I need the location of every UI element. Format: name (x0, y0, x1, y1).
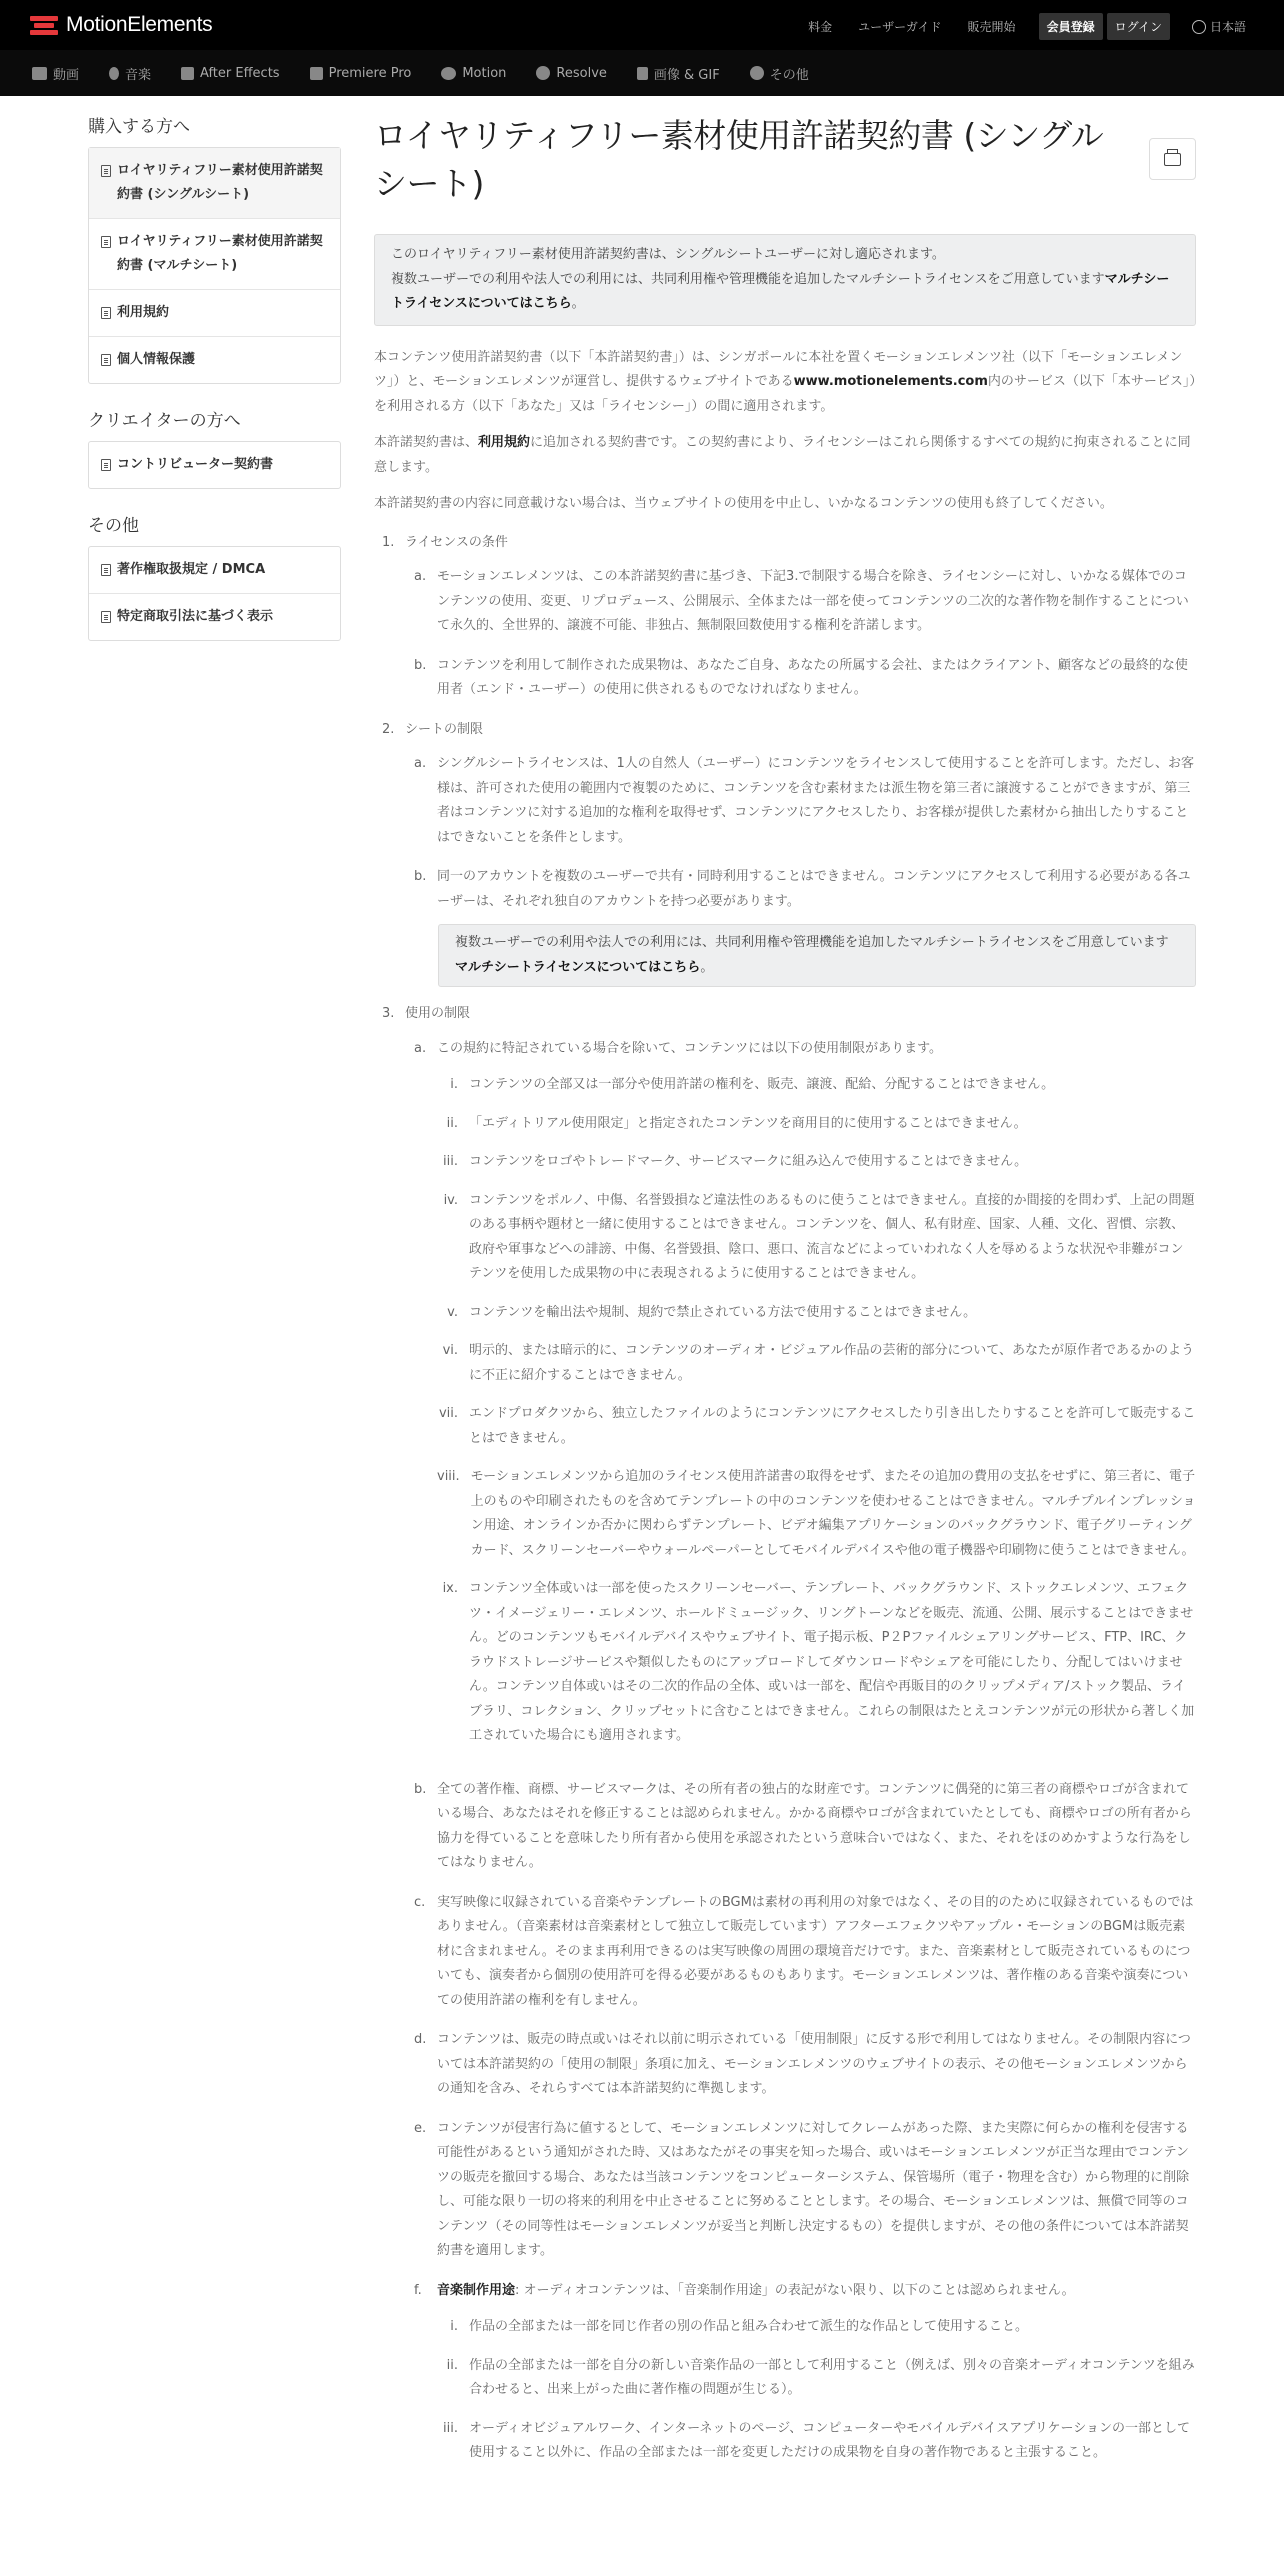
after-effects-icon (181, 67, 194, 80)
intro-paragraph-2: 本許諾契約書は、利用規約に追加される契約書です。この契約書により、ライセンシーはこれら関係するすべての規約に拘束されることに同意します。 (374, 435, 1191, 475)
sidebar-group-other (88, 546, 341, 641)
language-selector[interactable] (1192, 18, 1246, 35)
restriction-item (437, 1577, 1196, 1749)
main-content (374, 112, 1196, 2495)
category-image-gif[interactable]: 画像 & GIF (637, 64, 720, 83)
premiere-pro-icon (310, 67, 323, 80)
clause-list (374, 531, 1196, 2480)
item-marker: vi. (442, 1343, 458, 1358)
category-video[interactable]: 動画 (32, 64, 79, 83)
print-button[interactable] (1149, 138, 1196, 180)
clause-3a-items (437, 1073, 1196, 1749)
clause-3b: b. 全ての著作権、商標、サービスマークは、その所有者の独占的な財産です。コンテンツに偶発的に第三者の商標やロゴが含まれている場合、あなたはそれを修正することは認められません。かかる商標やロゴが含まれていたとしても、商標やロゴの所有者から協力を得ていることを意味したり所有者から使用を承認されたという意味合いではなく、また、それをほのめかすような行為をしてはなりません。 (414, 1781, 1192, 1870)
category-other[interactable]: その他 (750, 64, 809, 83)
clause-2-title: シートの制限 (405, 721, 484, 737)
clause-3f: f. 音楽制作用途: オーディオコンテンツは、「音楽制作用途」の表記がない限り、以下のことは認められません。 i. 作品の全部または一部を同じ作者の別の作品と組み合わせて派生的な作品として使用すること。 ii. 作品の全部または一部を自分の新しい音楽作品の一部として利用すること（例えば、別々の音楽オーディオコンテンツを組み合わせると、出来上がった曲に著作権の問題が生じる）。 iii. オーディオビジュアルワーク、インターネットのページ、コンピューターやモバイルデバイスアプリケーションの一部として使用すること以外に、作品の全部または一部を変更しただけの成果物を自身の著作物であると主張すること。 (414, 2279, 1196, 2480)
logo-mark-icon (30, 14, 58, 36)
item-text: コンテンツ全体或いは一部を使ったスクリーンセーバー、テンプレート、バックグラウンド、ストックエレメンツ、エフェクツ・イメージェリー・エレメンツ、ホールドミュージック、リングトーンなどを販売、流通、公開、展示することはできません。どのコンテンツもモバイルデバイスやウェブサイト、電子掲示板、P２Pファイルシェアリングサービス、FTP、IRC、クラウドストレージサービスや類似したものにアップロードしてダウンロードやシェアを可能にしたり、分配してはいけません。コンテンツ自体或いはその二次的作品の全体、或いは一部を、配信や再販目的のクリップメディア/ストック製品、ライブラリ、コレクション、クリップセットに含むことはできません。これらの制限はたとえコンテンツが元の形状から著しく加工されていた場合にも適用されます。 (469, 1581, 1195, 1743)
item-marker: iv. (443, 1192, 458, 1208)
sidebar-heading-buyers: 購入する方へ (88, 117, 190, 137)
login-button[interactable]: ログイン (1107, 13, 1170, 40)
logo-text: MotionElements (66, 13, 213, 36)
item-text: コンテンツをロゴやトレードマーク、サービスマークに組み込んで使用することはできません。 (469, 1154, 1028, 1169)
restriction-item (437, 1301, 1196, 1326)
terms-link[interactable]: 利用規約 (478, 435, 531, 450)
sidebar (88, 112, 341, 663)
site-url: www.motionelements.com (793, 374, 988, 389)
sidebar-item-commercial-law[interactable]: 特定商取引法に基づく表示 (89, 593, 340, 640)
clause-2: 2. シートの制限 a. シングルシートライセンスは、1人の自然人（ユーザー）にコンテンツをライセンスして使用することを許可します。ただし、お客様は、許可された使用の範囲内で複製のために、コンテンツを含む素材または派生物を第三者に譲渡することができますが、第三者はコンテンツに対する追加的な権利を取得せず、コンテンツにアクセスしたり、お客様が提供した素材から抽出したりすることはできないことを条件とします。 b. 同一のアカウントを複数のユーザーで共有・同時利用することはできません。コンテンツにアクセスして利用する必要がある各ユーザーは、それぞれ独自のアカウントを持つ必要があります。 複数ユーザーでの利用や法人での利用には、共同利用権や管理機能を追加したマルチシートライセンスをご用意していますマルチシートライセンスについてはこちら。 (374, 718, 1196, 988)
item-marker: iii. (443, 2420, 458, 2436)
item-text: オーディオビジュアルワーク、インターネットのページ、コンピューターやモバイルデバイスアプリケーションの一部として使用すること以外に、作品の全部または一部を変更しただけの成果物を自身の著作物であると主張すること。 (469, 2420, 1190, 2460)
category-music[interactable]: 音楽 (109, 64, 151, 83)
item-text: 作品の全部または一部を同じ作者の別の作品と組み合わせて派生的な作品として使用すること。 (469, 2319, 1029, 2334)
item-marker: ix. (442, 1581, 458, 1596)
category-motion[interactable]: Motion (441, 66, 506, 81)
clause-2b: b. 同一のアカウントを複数のユーザーで共有・同時利用することはできません。コンテンツにアクセスして利用する必要がある各ユーザーは、それぞれ独自のアカウントを持つ必要があります。 (414, 869, 1191, 909)
item-text: 明示的、または暗示的に、コンテンツのオーディオ・ビジュアル作品の芸術的部分について、あなたが原作者であるかのように不正に紹介することはできません。 (469, 1343, 1195, 1383)
language-label: 日本語 (1209, 20, 1246, 34)
sidebar-item-single-seat[interactable]: ロイヤリティフリー素材使用許諾契約書 (シングルシート) (89, 148, 340, 218)
sidebar-item-contributor[interactable]: コントリビューター契約書 (89, 442, 340, 488)
item-text: 「エディトリアル使用限定」と指定されたコンテンツを商用目的に使用することはできません。 (469, 1115, 1027, 1131)
document-icon (101, 564, 111, 576)
restriction-item (437, 1112, 1196, 1137)
music-restriction-item (437, 2417, 1196, 2466)
clause-1a: a. モーションエレメンツは、この本許諾契約書に基づき、下記3.で制限する場合を除き、ライセンシーに対し、いかなる媒体でのコンテンツの使用、変更、リプロデュース、公開展示、全体または一部を使ってコンテンツの二次的な著作物を制作することについて永久的、全世界的、譲渡不可能、非独占、無制限回数使用する権利を許諾します。 (414, 569, 1189, 633)
document-icon (101, 236, 111, 248)
sidebar-heading-creators: クリエイターの方へ (88, 411, 241, 431)
document-icon (101, 611, 111, 623)
category-resolve[interactable]: Resolve (536, 66, 606, 81)
item-marker: ii. (446, 2357, 458, 2373)
restriction-item (437, 1465, 1196, 1563)
clause-3d: d. コンテンツは、販売の時点或いはそれ以前に明示されている「使用制限」に反する形で利用してはなりません。その制限内容については本許諾契約の「使用の制限」条項に加え、モーションエレメンツのウェブサイトの表示、その他モーションエレメンツからの通知を含み、それらすべては本許諾契約に準拠します。 (414, 2032, 1191, 2096)
item-text: コンテンツの全部又は一部分や使用許諾の権利を、販売、譲渡、配給、分配することはできません。 (469, 1077, 1055, 1092)
item-marker: ii. (446, 1115, 458, 1131)
restriction-item (437, 1073, 1196, 1098)
document-icon (101, 165, 111, 177)
music-note-icon (109, 67, 119, 80)
restriction-item (437, 1189, 1196, 1287)
multiseat-inner-link[interactable]: マルチシートライセンスについてはこちら (455, 959, 701, 975)
music-restriction-item (437, 2354, 1196, 2403)
item-text: コンテンツをポルノ、中傷、名誉毀損など違法性のあるものに使うことはできません。直接的か間接的を問わず、上記の問題のある事柄や題材と一緒に使用することはできません。コンテンツを、個人、私有財産、国家、人種、文化、習慣、宗教、政府や軍事などへの誹謗、中傷、名誉毀損、陰口、悪口、流言などによっていわれなく人を辱めるような状況や非難がコンテンツを使用した成果物の中に表現されるように使用することはできません。 (469, 1192, 1195, 1281)
notice-line-2: 複数ユーザーでの利用や法人での利用には、共同利用権や管理機能を追加したマルチシートライセンスをご用意していますマルチシートライセンスについてはこちら。 (391, 271, 1170, 311)
item-marker: iii. (443, 1154, 458, 1169)
item-text: モーションエレメンツから追加のライセンス使用許諾書の取得をせず、またその追加の費用の支払をせずに、第三者に、電子上のものや印刷されたものを含めてテンプレートの中のコンテンツを使わせることはできません。マルチプルインプレッション用途、オンラインか否かに関わらずテンプレート、ビデオ編集アプリケーションのバックグラウンド、電子グリーティングカード、スクリーンセーバーやウォールペーパーとしてモバイルデバイスや他の電子機器や印刷物に使うことはできません。 (470, 1469, 1196, 1558)
item-marker: v. (447, 1304, 458, 1320)
sidebar-item-privacy[interactable]: 個人情報保護 (89, 336, 340, 383)
nav-pricing[interactable]: 料金 (808, 20, 833, 34)
item-text: コンテンツを輸出法や規制、規約で禁止されている方法で使用することはできません。 (469, 1304, 977, 1320)
music-restriction-item (437, 2315, 1196, 2340)
multiseat-link[interactable]: マルチシートライセンスについてはこちら (391, 271, 1170, 311)
item-marker: i. (450, 2319, 458, 2334)
resolve-icon (536, 66, 550, 80)
motion-icon (441, 67, 456, 80)
intro-paragraph-1: 本コンテンツ使用許諾契約書（以下「本許諾契約書」）は、シンガポールに本社を置くモーションエレメンツ社（以下「モーションエレメンツ」）と、モーションエレメンツが運営し、提供するウェブサイトであるwww.motionelements.com内のサービス（以下「本サービス」）を利用される方（以下「あなた」又は「ライセンシー」）の間に適用されます。 (374, 349, 1196, 414)
multiseat-notice (374, 234, 1196, 326)
document-icon (101, 459, 111, 471)
document-icon (101, 354, 111, 366)
category-bar (0, 50, 1284, 96)
notice-line-1: このロイヤリティフリー素材使用許諾契約書は、シングルシートユーザーに対し適応されます。 (391, 247, 945, 262)
clause-3a: a. この規約に特記されている場合を除いて、コンテンツには以下の使用制限があります。 i. コンテンツの全部又は一部分や使用許諾の権利を、販売、譲渡、配給、分配することはできません。 ii. 「エディトリアル使用限定」と指定されたコンテンツを商用目的に使用することはできません。 iii. コンテンツをロゴやトレードマーク、サービスマークに組み込んで使用することはできません。 iv. コンテンツをポルノ、中傷、名誉毀損など違法性のあるものに使うことはできません。直接的か間接的を問わず、上記の問題のある事柄や題材と一緒に使用することはできません。コンテンツを、個人、私有財産、国家、人種、文化、習慣、宗教、政府や軍事などへの誹謗、中傷、名誉毀損、陰口、悪口、流言などによっていわれなく人を辱めるような状況や非難がコンテンツを使用した成果物の中に表現されるように使用することはできません。 v. コンテンツを輸出法や規制、規約で禁止されている方法で使用することはできません。 vi. 明示的、または暗示的に、コンテンツのオーディオ・ビジュアル作品の芸術的部分について、あなたが原作者であるかのように不正に紹介することはできません。 vii. エンドプロダクツから、独立したファイルのようにコンテンツにアクセスしたり引き出したりすることを許可して販売することはできません。 viii. モーションエレメンツから追加のライセンス使用許諾書の取得をせず、またその追加の費用の支払をせずに、第三者に、電子上のものや印刷されたものを含めてテンプレートの中のコンテンツを使わせることはできません。マルチプルインプレッション用途、オンラインか否かに関わらずテンプレート、ビデオ編集アプリケーションのバックグラウンド、電子グリーティングカード、スクリーンセーバーやウォールペーパーとしてモバイルデバイスや他の電子機器や印刷物に使うことはできません。 ix. コンテンツ全体或いは一部を使ったスクリーンセーバー、テンプレート、バックグラウンド、ストックエレメンツ、エフェクツ・イメージェリー・エレメンツ、ホールドミュージック、リングトーンなどを販売、流通、公開、展示することはできません。どのコンテンツもモバイルデバイスやウェブサイト、電子掲示板、P２Pファイルシェアリングサービス、FTP、IRC、クラウドストレージサービスや類似したものにアップロードしてダウンロードやシェアを可能にしたり、分配してはいけません。コンテンツ自体或いはその二次的作品の全体、或いは一部を、配信や再販目的のクリップメディア/ストック製品、ライブラリ、コレクション、クリップセットに含むことはできません。これらの制限はたとえコンテンツが元の形状から著しく加工されていた場合にも適用されます。 (414, 1037, 1196, 1763)
top-nav (795, 13, 1246, 40)
printer-icon (1164, 153, 1181, 166)
video-camera-icon (32, 67, 47, 80)
more-icon (750, 66, 764, 80)
document-icon (101, 307, 111, 319)
item-marker: vii. (438, 1406, 458, 1421)
image-icon (637, 67, 648, 80)
nav-user-guide[interactable]: ユーザーガイド (858, 20, 942, 34)
nav-start-selling[interactable]: 販売開始 (967, 20, 1016, 34)
item-marker: i. (450, 1077, 458, 1092)
logo[interactable] (30, 13, 212, 37)
page-title: ロイヤリティフリー素材使用許諾契約書 (シングルシート) (374, 116, 1104, 203)
category-premiere-pro[interactable]: Premiere Pro (310, 66, 412, 81)
clause-3e: e. コンテンツが侵害行為に値するとして、モーションエレメンツに対してクレームがあった際、また実際に何らかの権利を侵害する可能性があるという通知がされた時、又はあなたがその事実を知った場合、或いはモーションエレメンツが正当な理由でコンテンツの販売を撤回する場合、あなたは当該コンテンツをコンピューターシステム、保管場所（電子・物理を含む）から物理的に削除し、可能な限り一切の将来的利用を中止させることに努めることとします。その場合、モーションエレメンツは、無償で同等のコンテンツ（その同等性はモーションエレメンツが妥当と判断し決定するもの）を提供しますが、その他の条件については本許諾契約書を適用します。 (414, 2120, 1190, 2258)
clause-2a: a. シングルシートライセンスは、1人の自然人（ユーザー）にコンテンツをライセンスして使用することを許可します。ただし、お客様は、許可された使用の範囲内で複製のために、コンテンツを含む素材または派生物を第三者に譲渡することができますが、第三者はコンテンツに対する追加的な権利を取得せず、コンテンツにアクセスしたり、お客様が提供した素材から抽出したりすることはできないことを条件とします。 (414, 756, 1194, 845)
clause-3f-items (437, 2315, 1196, 2466)
sidebar-heading-other: その他 (88, 516, 139, 536)
sidebar-item-terms[interactable]: 利用規約 (89, 289, 340, 336)
item-text: エンドプロダクツから、独立したファイルのようにコンテンツにアクセスしたり引き出したりすることを許可して販売することはできません。 (469, 1406, 1196, 1446)
item-text: 作品の全部または一部を自分の新しい音楽作品の一部として利用すること（例えば、別々の音楽オーディオコンテンツを組み合わせると、出来上がった曲に著作権の問題が生じる）。 (469, 2357, 1195, 2397)
clause-1: 1. ライセンスの条件 a. モーションエレメンツは、この本許諾契約書に基づき、下記3.で制限する場合を除き、ライセンシーに対し、いかなる媒体でのコンテンツの使用、変更、リプロデュース、公開展示、全体または一部を使ってコンテンツの二次的な著作物を制作することについて永久的、全世界的、譲渡不可能、非独占、無制限回数使用する権利を許諾します。 b. コンテンツを利用して制作された成果物は、あなたご自身、あなたの所属する会社、またはクライアント、顧客などの最終的な使用者（エンド・ユーザー）の使用に供されるものでなければなりません。 (374, 531, 1196, 703)
category-after-effects[interactable]: After Effects (181, 66, 280, 81)
clause-3c: c. 実写映像に収録されている音楽やテンプレートのBGMは素材の再利用の対象ではなく、その目的のために収録されているものではありません。（音楽素材は音楽素材として独立して販売しています）アフターエフェクツやアップル・モーションのBGMは販売素材に含まれません。そのまま再利用できるのは実写映像の周囲の環境音だけです。また、音楽素材として販売されているものについても、演奏者から個別の使用許可を得る必要があるものもあります。モーションエレメンツは、著作権のある音楽や演奏についての使用許諾の権利を有しません。 (414, 1894, 1194, 2008)
sidebar-item-dmca[interactable]: 著作権取扱規定 / DMCA (89, 547, 340, 593)
clause-3-title: 使用の制限 (405, 1006, 471, 1021)
restriction-item (437, 1339, 1196, 1388)
restriction-item (437, 1402, 1196, 1451)
sidebar-item-multi-seat[interactable]: ロイヤリティフリー素材使用許諾契約書 (マルチシート) (89, 218, 340, 289)
restriction-item (437, 1150, 1196, 1175)
sidebar-group-creators (88, 441, 341, 489)
clause-1b: b. コンテンツを利用して制作された成果物は、あなたご自身、あなたの所属する会社、またはクライアント、顧客などの最終的な使用者（エンド・ユーザー）の使用に供されるものでなければなりません。 (414, 657, 1188, 697)
sidebar-group-buyers (88, 147, 341, 384)
intro-paragraph-3: 本許諾契約書の内容に同意載けない場合は、当ウェブサイトの使用を中止し、いかなるコンテンツの使用も終了してください。 (374, 496, 1113, 511)
top-header (0, 0, 1284, 50)
register-button[interactable]: 会員登録 (1039, 13, 1103, 40)
globe-icon (1192, 20, 1206, 34)
multiseat-inner-notice: 複数ユーザーでの利用や法人での利用には、共同利用権や管理機能を追加したマルチシートライセンスをご用意していますマルチシートライセンスについてはこちら。 (438, 924, 1196, 987)
clause-1-title: ライセンスの条件 (405, 534, 508, 550)
clause-3: 3. 使用の制限 a. この規約に特記されている場合を除いて、コンテンツには以下の使用制限があります。 i. コンテンツの全部又は一部分や使用許諾の権利を、販売、譲渡、配給、分配することはできません。 ii. 「エディトリアル使用限定」と指定されたコンテンツを商用目的に使用することはできません。 iii. コンテンツをロゴやトレードマーク、サービスマークに組み込んで使用することはできません。 iv. コンテンツをポルノ、中傷、名誉毀損など違法性のあるものに使うことはできません。直接的か間接的を問わず、上記の問題のある事柄や題材と一緒に使用することはできません。コンテンツを、個人、私有財産、国家、人種、文化、習慣、宗教、政府や軍事などへの誹謗、中傷、名誉毀損、陰口、悪口、流言などによっていわれなく人を辱めるような状況や非難がコンテンツを使用した成果物の中に表現されるように使用することはできません。 v. コンテンツを輸出法や規制、規約で禁止されている方法で使用することはできません。 vi. 明示的、または暗示的に、コンテンツのオーディオ・ビジュアル作品の芸術的部分について、あなたが原作者であるかのように不正に紹介することはできません。 vii. エンドプロダクツから、独立したファイルのようにコンテンツにアクセスしたり引き出したりすることを許可して販売することはできません。 viii. モーションエレメンツから追加のライセンス使用許諾書の取得をせず、またその追加の費用の支払をせずに、第三者に、電子上のものや印刷されたものを含めてテンプレートの中のコンテンツを使わせることはできません。マルチプルインプレッション用途、オンラインか否かに関わらずテンプレート、ビデオ編集アプリケーションのバックグラウンド、電子グリーティングカード、スクリーンセーバーやウォールペーパーとしてモバイルデバイスや他の電子機器や印刷物に使うことはできません。 ix. コンテンツ全体或いは一部を使ったスクリーンセーバー、テンプレート、バックグラウンド、ストックエレメンツ、エフェクツ・イメージェリー・エレメンツ、ホールドミュージック、リングトーンなどを販売、流通、公開、展示することはできません。どのコンテンツもモバイルデバイスやウェブサイト、電子掲示板、P２Pファイルシェアリングサービス、FTP、IRC、クラウドストレージサービスや類似したものにアップロードしてダウンロードやシェアを可能にしたり、分配してはいけません。コンテンツ自体或いはその二次的作品の全体、或いは一部を、配信や再販目的のクリップメディア/ストック製品、ライブラリ、コレクション、クリップセットに含むことはできません。これらの制限はたとえコンテンツが元の形状から著しく加工されていた場合にも適用されます。 b. 全ての著作権、商標、サービスマークは、その所有者の独占的な財産です。コンテンツに偶発的に第三者の商標やロゴが含まれている場合、あなたはそれを修正することは認められません。かかる商標やロゴが含まれていたとしても、商標やロゴの所有者から協力を得ていることを意味したり所有者から使用を承認されたという意味合いではなく、また、それをほのめかすような行為をしてはなりません。 c. 実写映像に収録されている音楽やテンプレートのBGMは素材の再利用の対象ではなく、その目的のために収録されているものではありません。（音楽素材は音楽素材として独立して販売しています）アフターエフェクツやアップル・モーションのBGMは販売素材に含まれません。そのまま再利用できるのは実写映像の周囲の環境音だけです。また、音楽素材として販売されているものについても、演奏者から個別の使用許可を得る必要があるものもあります。モーションエレメンツは、著作権のある音楽や演奏についての使用許諾の権利を有しません。 d. コンテンツは、販売の時点或いはそれ以前に明示されている「使用制限」に反する形で利用してはなりません。その制限内容については本許諾契約の「使用の制限」条項に加え、モーションエレメンツのウェブサイトの表示、その他モーションエレメンツからの通知を含み、それらすべては本許諾契約に準拠します。 e. コンテンツが侵害行為に値するとして、モーションエレメンツに対してクレームがあった際、また実際に何らかの権利を侵害する可能性があるという通知がされた時、又はあなたがその事実を知った場合、或いはモーションエレメンツが正当な理由でコンテンツの販売を撤回する場合、あなたは当該コンテンツをコンピューターシステム、保管場所（電子・物理を含む）から物理的に削除し、可能な限り一切の将来的利用を中止させることに努めることとします。その場合、モーションエレメンツは、無償で同等のコンテンツ（その同等性はモーションエレメンツが妥当と判断し決定するもの）を提供しますが、その他の条件については本許諾契約書を適用します。 f. 音楽制作用途: オーディオコンテンツは、「音楽制作用途」の表記がない限り、以下のことは認められません。 i. 作品の全部または一部を同じ作者の別の作品と組み合わせて派生的な作品として使用すること。 ii. 作品の全部または一部を自分の新しい音楽作品の一部として利用すること（例えば、別々の音楽オーディオコンテンツを組み合わせると、出来上がった曲に著作権の問題が生じる）。 iii. オーディオビジュアルワーク、インターネットのページ、コンピューターやモバイルデバイスアプリケーションの一部として使用すること以外に、作品の全部または一部を変更しただけの成果物を自身の著作物であると主張すること。 (374, 1002, 1196, 2480)
item-marker: viii. (437, 1469, 460, 1484)
